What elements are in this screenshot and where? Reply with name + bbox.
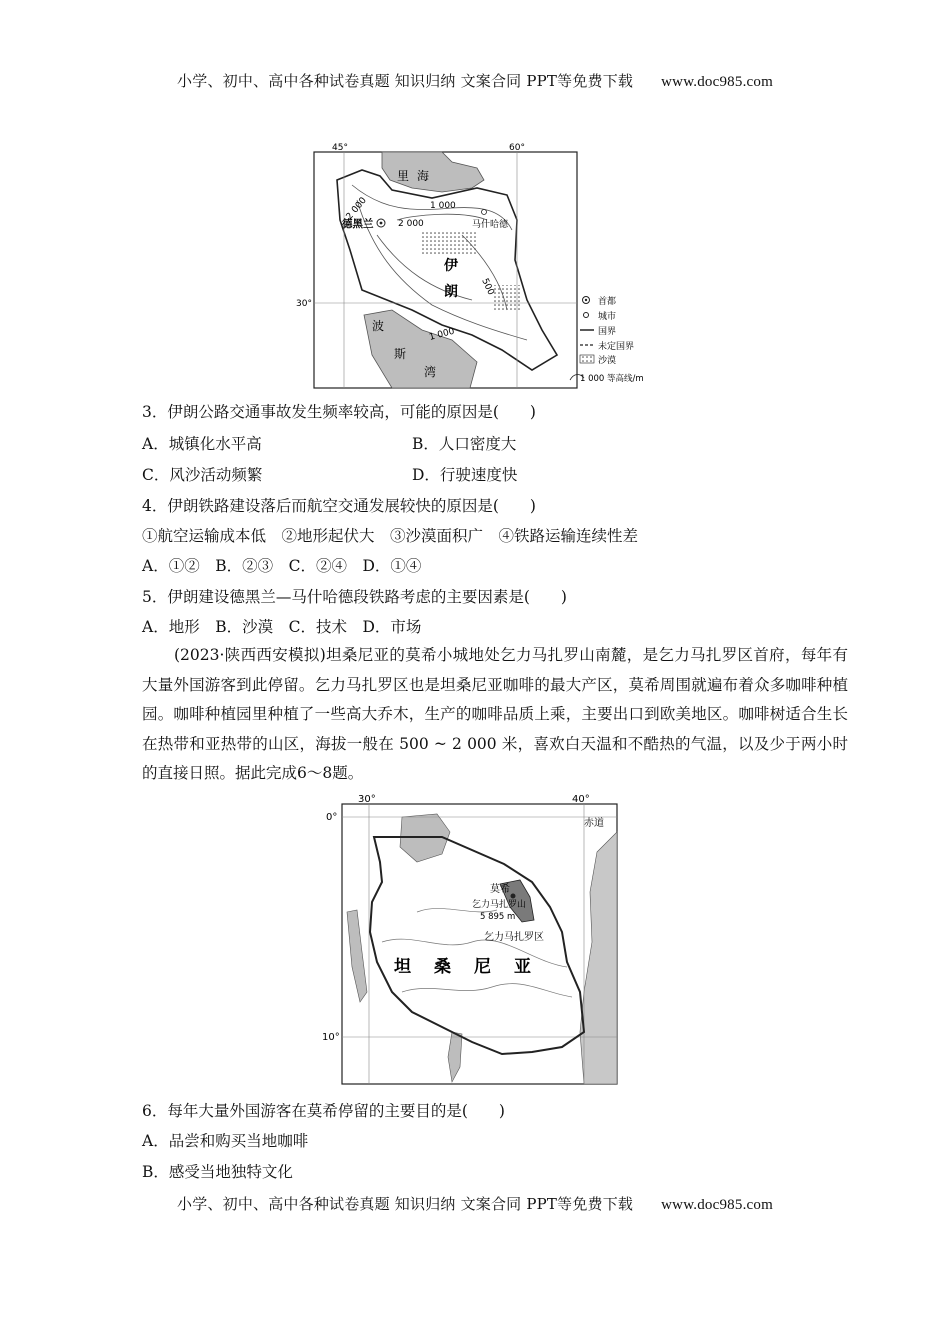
q6-option-b: B．感受当地独特文化 [142,1163,293,1181]
region-label: 乞力马扎罗区 [484,932,544,943]
lon-45: 45° [332,143,348,153]
header-url: www.doc985.com [661,74,773,90]
caspian-char-1: 里 [397,169,410,183]
legend-border: 国界 [598,327,617,337]
legend-capital: 首都 [598,297,617,307]
q5-stem: 5．伊朗建设德黑兰—马什哈德段铁路考虑的主要因素是( ) [142,588,567,606]
gulf-char-1: 波 [372,319,385,333]
legend-desert: 沙漠 [598,356,617,366]
q6-option-a: A．品尝和购买当地咖啡 [142,1132,309,1150]
q6-stem: 6．每年大量外国游客在莫希停留的主要目的是( ) [142,1102,505,1120]
header-text: 小学、初中、高中各种试卷真题 知识归纳 文案合同 PPT等免费下载 [177,72,634,90]
country-char-2: 朗 [444,284,458,300]
q4-stem: 4．伊朗铁路建设落后而航空交通发展较快的原因是( ) [142,497,536,515]
footer-url: www.doc985.com [661,1197,773,1213]
q3-stem: 3．伊朗公路交通事故发生频率较高，可能的原因是( ) [142,403,536,421]
legend-city: 城市 [598,312,617,322]
lon-60: 60° [509,143,525,153]
country-char-1: 坦 [394,957,411,977]
contour-label: 2 000 [398,219,424,229]
caspian-char-2: 海 [417,169,430,183]
tanzania-map [322,792,622,1088]
q3-option-b: B．人口密度大 [412,435,517,453]
contour-label: 1 000 [428,326,456,343]
contour-label: 1 000 [430,201,456,211]
lon-30: 30° [358,794,376,805]
passage-text: (2023·陕西西安模拟)坦桑尼亚的莫希小城地处乞力马扎罗山南麓，是乞力马扎罗区首府，每年有大量外国游客到此停留。乞力马扎罗区也是坦桑尼亚咖啡的最大产区，莫希周围就遍布着众多咖啡种植园。咖啡种植园里种植了一些高大乔木，生产的咖啡品质上乘，主要出口到欧美地区。咖啡树适合生长在热带和亚热带的山区，海拔一般在 500 ~ 2 000 米，喜欢白天温和不酷热的气温，以及少于两小时的直接日照。据此完成6～8题。 [142,646,848,782]
footer-text: 小学、初中、高中各种试卷真题 知识归纳 文案合同 PPT等免费下载 [177,1195,634,1213]
legend-undefined-border: 未定国界 [598,342,635,352]
lat-30: 30° [296,299,312,309]
gulf-char-2: 斯 [394,347,407,361]
lat-0: 0° [326,812,338,823]
passage [142,641,848,789]
lat-10: 10° [322,1032,340,1043]
mountain-label: 乞力马扎罗山 [472,900,527,910]
iran-map [296,140,672,390]
q3-option-d: D．行驶速度快 [412,466,518,484]
country-char-4: 亚 [514,957,531,977]
contour-label: 2 000 [344,195,369,222]
q4-options: A．①② B．②③ C．②④ D．①④ [142,557,422,575]
capital-label: 德黑兰 [342,218,374,230]
contour-label: 500 [479,277,496,297]
q5-options: A．地形 B．沙漠 C．技术 D．市场 [142,618,422,636]
gulf-char-3: 湾 [424,365,437,379]
country-char-1: 伊 [444,258,458,274]
equator-label: 赤道 [584,818,604,829]
city-label: 马什哈德 [472,220,509,230]
q3-option-a: A．城镇化水平高 [142,435,262,453]
elevation-label: 5 895 m [480,912,516,922]
page-footer [0,1193,950,1214]
moshi-label: 莫希 [490,884,510,895]
map-legend [570,295,644,384]
q4-items: ①航空运输成本低 ②地形起伏大 ③沙漠面积广 ④铁路运输连续性差 [142,527,639,545]
country-char-3: 尼 [474,957,491,977]
country-char-2: 桑 [434,957,451,977]
legend-contour: 1 000 等高线/m [580,374,644,384]
page-header [0,70,950,91]
q3-option-c: C．风沙活动频繁 [142,466,263,484]
lon-40: 40° [572,794,590,805]
